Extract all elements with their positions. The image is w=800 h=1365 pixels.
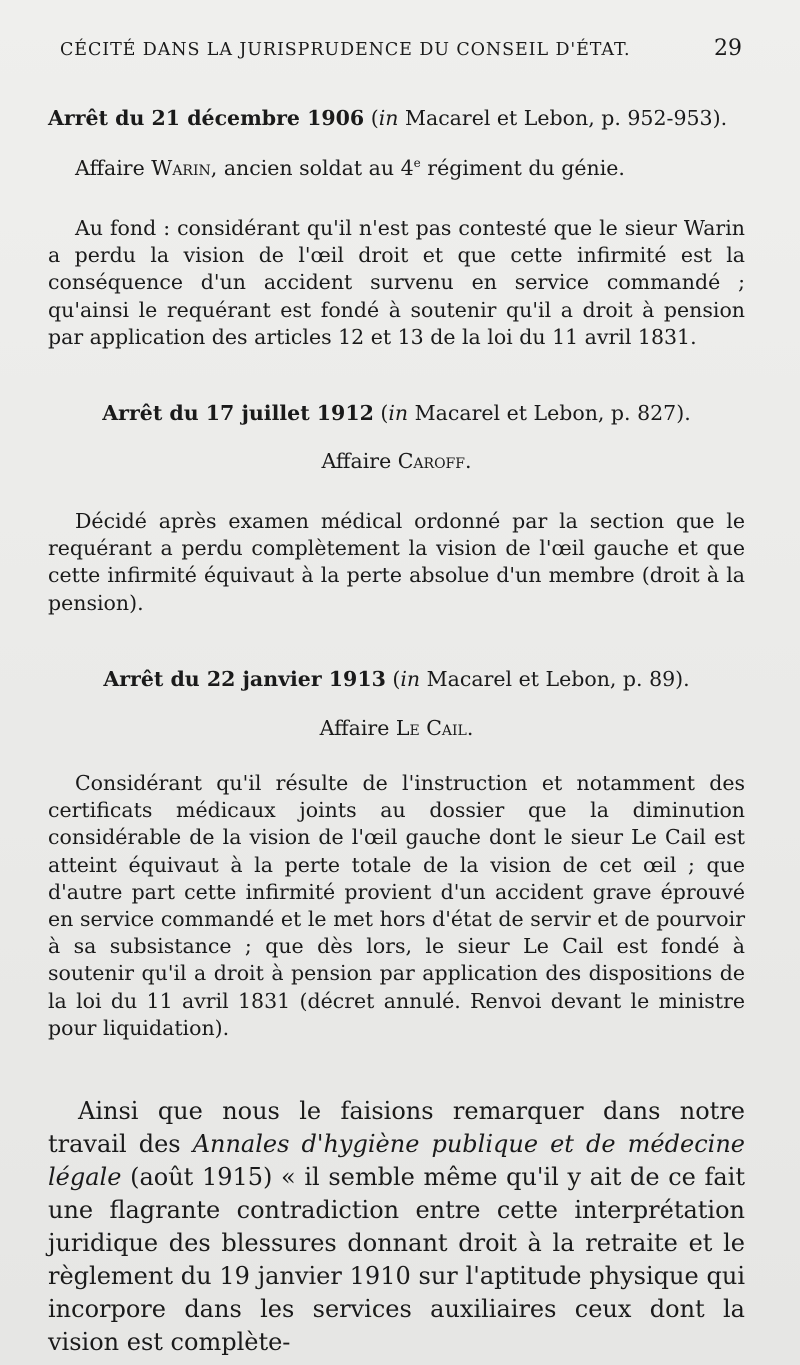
arret1-heading: Arrêt du 21 décembre 1906 (in Macarel et Lebon, p. 952-953). (48, 106, 728, 130)
arret3-heading: Arrêt du 22 janvier 1913 (in Macarel et Lebon, p. 89). (103, 667, 690, 691)
arret1-body: Au fond : considérant qu'il n'est pas contesté que le sieur Warin a perdu la vision de l'œil droit et que cette infirmité est la conséquence d'un accident survenu en service commandé ; qu'ainsi le requérant est fondé à soutenir qu'il a droit à pension par application des articles 12 et 13 de la loi du 11 avril 1831. (48, 216, 745, 349)
arret2-affaire: Affaire Caroff. (321, 449, 472, 473)
arret1-affaire: Affaire Warin, ancien soldat au 4e régiment du génie. (75, 156, 625, 180)
page-number: 29 (714, 36, 742, 61)
arret3-affaire: Affaire Le Cail. (319, 716, 474, 740)
closing-paragraph: Ainsi que nous le faisions remarquer dans notre travail des Annales d'hygiène publique et de médecine légale (août 1915) « il semble même qu'il y ait de ce fait une flagrante contradiction entre cette interprétation juridique des blessures donnant droit à la retraite et le règlement du 19 janvier 1910 sur l'aptitude physique qui incorpore dans les services auxiliaires ceux dont la vision est complète- (48, 1097, 745, 1356)
journal-title: Annales d'hygiène publique et de médecine légale (48, 1130, 745, 1191)
arret3-body: Considérant qu'il résulte de l'instruction et notamment des certificats médicaux joints au dossier que la diminution considérable de la vision de l'œil gauche dont le sieur Le Cail est atteint équivaut à la perte totale de la vision de cet œil ; que d'autre part cette infirmité provient d'un accident grave éprouvé en service commandé et le met hors d'état de servir et de pourvoir à sa subsistance ; que dès lors, le sieur Le Cail est fondé à soutenir qu'il a droit à pension par application des dispositions de la loi du 11 avril 1831 (décret annulé. Renvoi devant le ministre pour liquidation). (48, 771, 745, 1040)
running-title: CÉCITÉ DANS LA JURISPRUDENCE DU CONSEIL D'ÉTAT. (60, 40, 631, 60)
running-header (60, 36, 742, 61)
arret2-body: Décidé après examen médical ordonné par la section que le requérant a perdu complètement la vision de l'œil gauche et que cette infirmité équivaut à la perte absolue d'un membre (droit à la pension). (48, 509, 745, 615)
arret2-heading: Arrêt du 17 juillet 1912 (in Macarel et Lebon, p. 827). (102, 401, 691, 425)
